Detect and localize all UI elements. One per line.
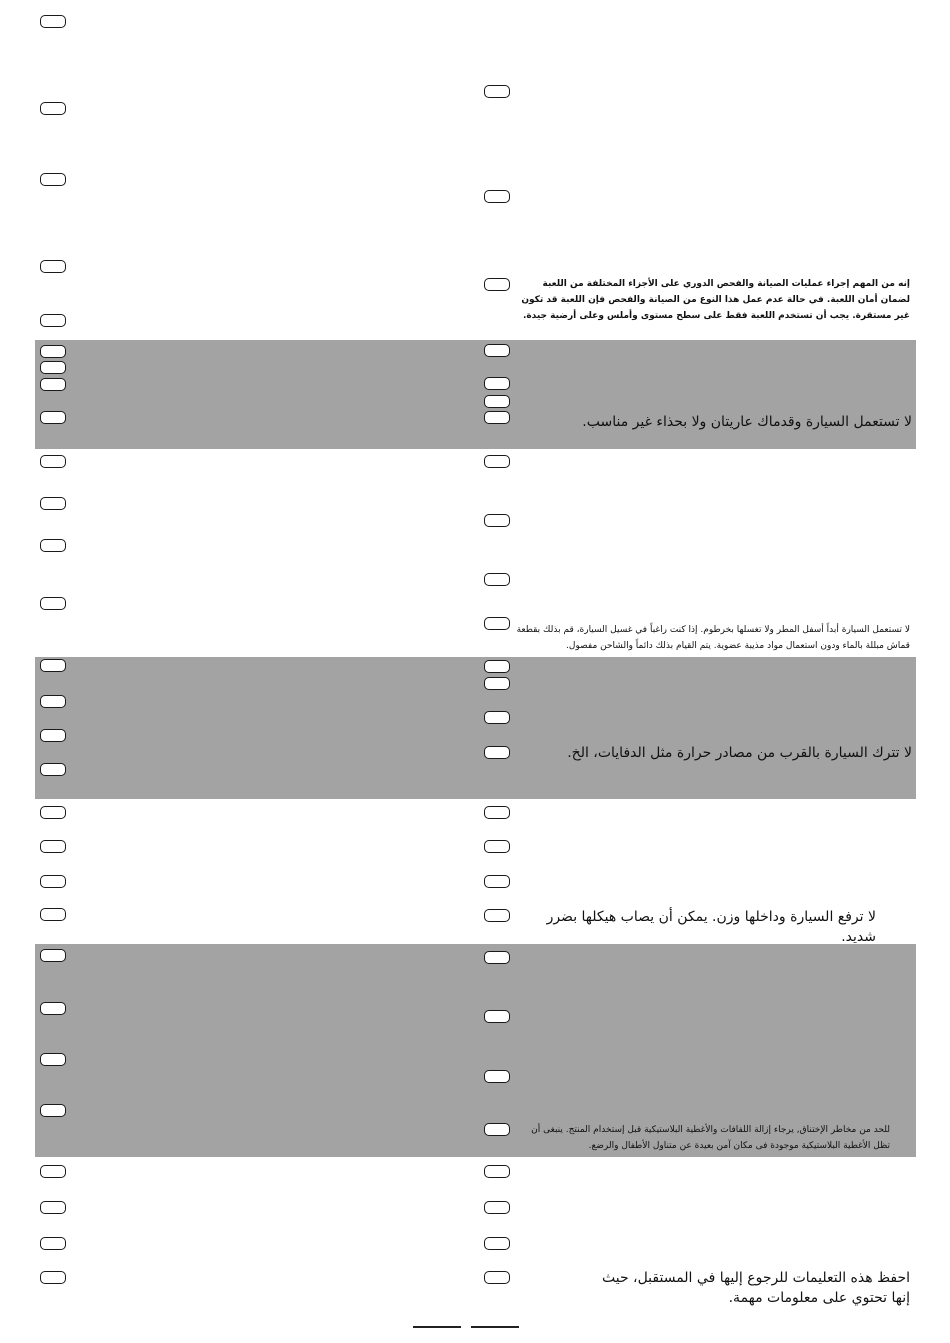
checkbox-left-23[interactable]	[40, 1002, 66, 1015]
checkbox-left-15[interactable]	[40, 695, 66, 708]
checkbox-left-5[interactable]	[40, 314, 66, 327]
checkbox-left-18[interactable]	[40, 806, 66, 819]
maintenance-warning-text: إنه من المهم إجراء عمليات الصيانة والفحص الدوري على الأجزاء المختلفة من اللعبة لضمان أمان اللعبة. في حالة عدم عمل هذا النوع من الصيانة والفحص فإن اللعبة قد تكون غير مستقرة. يجب أن تستخدم اللعبة فقط على سطح مستوى وأملس وعلى أرضية جيدة.	[521, 279, 910, 321]
checkbox-left-13[interactable]	[40, 597, 66, 610]
checkbox-right-11[interactable]	[484, 617, 510, 630]
checkbox-right-25[interactable]	[484, 1201, 510, 1214]
heat-warning-text: لا تترك السيارة بالقرب من مصادر حرارة مثل الدفايات، الخ.	[567, 745, 912, 761]
checkbox-right-14[interactable]	[484, 711, 510, 724]
checkbox-right-20[interactable]	[484, 951, 510, 964]
checkbox-right-15[interactable]	[484, 746, 510, 759]
checkbox-left-29[interactable]	[40, 1271, 66, 1284]
checkbox-right-24[interactable]	[484, 1165, 510, 1178]
checkbox-left-24[interactable]	[40, 1053, 66, 1066]
checkbox-right-18[interactable]	[484, 875, 510, 888]
checkbox-right-19[interactable]	[484, 909, 510, 922]
checkbox-left-8[interactable]	[40, 378, 66, 391]
checkbox-left-4[interactable]	[40, 260, 66, 273]
checkbox-right-9[interactable]	[484, 514, 510, 527]
checkbox-right-3[interactable]	[484, 278, 510, 291]
lifting-warning-text: لا ترفع السيارة وداخلها وزن. يمكن أن يصاب هيكلها بضرر شديد.	[546, 909, 876, 945]
checkbox-left-10[interactable]	[40, 455, 66, 468]
checkbox-left-12[interactable]	[40, 539, 66, 552]
checkbox-left-7[interactable]	[40, 361, 66, 374]
checkbox-right-2[interactable]	[484, 190, 510, 203]
checkbox-right-10[interactable]	[484, 573, 510, 586]
checkbox-left-11[interactable]	[40, 497, 66, 510]
checkbox-left-26[interactable]	[40, 1165, 66, 1178]
checkbox-left-16[interactable]	[40, 729, 66, 742]
checkbox-right-26[interactable]	[484, 1237, 510, 1250]
keep-instructions-text: احفظ هذه التعليمات للرجوع إليها في المستقبل، حيث إنها تحتوي على معلومات مهمة.	[601, 1270, 910, 1306]
footer-divider-right	[471, 1326, 519, 1328]
checkbox-right-27[interactable]	[484, 1271, 510, 1284]
checkbox-right-8[interactable]	[484, 455, 510, 468]
checkbox-right-1[interactable]	[484, 85, 510, 98]
checkbox-right-12[interactable]	[484, 660, 510, 673]
footer-divider-left	[413, 1326, 461, 1328]
checkbox-left-27[interactable]	[40, 1201, 66, 1214]
checkbox-right-4[interactable]	[484, 344, 510, 357]
checkbox-left-22[interactable]	[40, 949, 66, 962]
shaded-band-2	[35, 657, 916, 799]
checkbox-left-9[interactable]	[40, 411, 66, 424]
checkbox-right-22[interactable]	[484, 1070, 510, 1083]
checkbox-left-21[interactable]	[40, 908, 66, 921]
checkbox-left-25[interactable]	[40, 1104, 66, 1117]
checkbox-right-16[interactable]	[484, 806, 510, 819]
checkbox-right-23[interactable]	[484, 1123, 510, 1136]
checkbox-left-19[interactable]	[40, 840, 66, 853]
checkbox-left-2[interactable]	[40, 102, 66, 115]
checkbox-right-5[interactable]	[484, 377, 510, 390]
checkbox-right-6[interactable]	[484, 395, 510, 408]
checkbox-right-7[interactable]	[484, 411, 510, 424]
suffocation-warning-text: للحد من مخاطر الإختناق, يرجاء إزالة اللفافات والأغطية البلاستيكية قبل إستخدام المنتج. ينبغى أن تظل الأغطية البلاستيكية موجودة فى مكان آمن بعيدة عن متناول الأطفال والرضع.	[531, 1125, 890, 1151]
checkbox-left-1[interactable]	[40, 15, 66, 28]
checkbox-left-20[interactable]	[40, 875, 66, 888]
checkbox-right-13[interactable]	[484, 677, 510, 690]
checkbox-left-14[interactable]	[40, 659, 66, 672]
checkbox-left-17[interactable]	[40, 763, 66, 776]
checkbox-left-6[interactable]	[40, 345, 66, 358]
shaded-band-1	[35, 340, 916, 449]
checkbox-right-17[interactable]	[484, 840, 510, 853]
barefoot-warning-text: لا تستعمل السيارة وقدماك عاريتان ولا بحذاء غير مناسب.	[582, 414, 912, 430]
washing-warning-text: لا تستعمل السيارة أبداً أسفل المطر ولا تغسلها بخرطوم. إذا كنت راغباً في غسيل السيارة، قم بذلك بقطعة قماش مبللة بالماء ودون استعمال مواد مذيبة عضوية. يتم القيام بذلك دائماً والشاحن مفصول.	[516, 625, 910, 651]
checkbox-left-3[interactable]	[40, 173, 66, 186]
checkbox-right-21[interactable]	[484, 1010, 510, 1023]
checkbox-left-28[interactable]	[40, 1237, 66, 1250]
